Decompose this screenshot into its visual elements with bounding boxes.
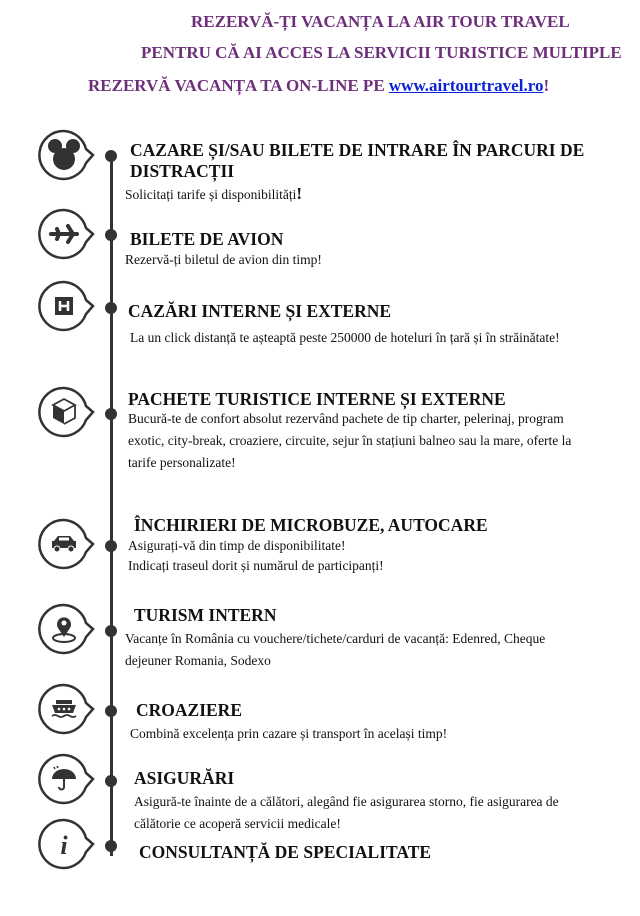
hotel-icon (38, 280, 90, 332)
service-title-theme-parks: CAZARE ȘI/SAU BILETE DE INTRARE ÎN PARCURI DE (130, 140, 585, 160)
header-line-2: PENTRU CĂ AI ACCES LA SERVICII TURISTICE MULTIPLE (141, 43, 622, 62)
car-icon (38, 518, 90, 570)
timeline-dot (105, 229, 117, 241)
service-desc-packages (128, 408, 633, 474)
timeline-dot (105, 625, 117, 637)
service-desc-bus-rental (128, 536, 384, 576)
desc-line: Bucură-te de confort absolut rezervând pachete de tip charter, pelerinaj, program (128, 411, 564, 426)
service-desc-cruises: Combină excelența prin cazare și transport în același timp! (130, 726, 448, 741)
service-desc-accommodation: La un click distanță te așteaptă peste 250000 de hoteluri în țară și în străinătate! (130, 330, 560, 345)
service-title-packages: PACHETE TURISTICE INTERNE ȘI EXTERNE (128, 389, 506, 409)
timeline-dot (105, 540, 117, 552)
timeline-dot (105, 150, 117, 162)
desc-exclamation: ! (296, 184, 303, 203)
location-pin-icon (38, 603, 90, 655)
desc-text: Solicitați tarife și disponibilități (125, 187, 297, 202)
mickey-icon (38, 129, 90, 181)
service-desc-theme-parks (125, 183, 302, 206)
package-box-icon (38, 386, 90, 438)
timeline-dot (105, 775, 117, 787)
header-line-1: REZERVĂ-ȚI VACANȚA LA AIR TOUR TRAVEL (191, 12, 570, 31)
service-desc-domestic-tourism (125, 628, 635, 672)
header-line-3-text: REZERVĂ VACANȚA TA ON-LINE PE (88, 76, 389, 95)
header-exclamation: ! (543, 76, 550, 95)
service-desc-insurance (134, 791, 634, 835)
desc-line: Vacanțe în România cu vouchere/tichete/carduri de vacanță: Edenred, Cheque (125, 631, 546, 646)
service-title-consulting: CONSULTANȚĂ DE SPECIALITATE (139, 842, 432, 862)
timeline-dot (105, 302, 117, 314)
header-line-3 (88, 76, 549, 96)
desc-line: Indicați traseul dorit și numărul de participanți! (128, 558, 384, 573)
timeline-dot (105, 408, 117, 420)
timeline-line (110, 156, 113, 856)
desc-line: Asigurați-vă din timp de disponibilitate! (128, 538, 346, 553)
service-title-theme-parks-line2: DISTRACȚII (130, 161, 235, 181)
service-title-cruises: CROAZIERE (136, 700, 242, 720)
service-title-domestic-tourism: TURISM INTERN (134, 605, 277, 625)
desc-line: exotic, city-break, croaziere, circuite, sejur în stațiuni balneo sau la mare, oferte la (128, 433, 572, 448)
website-link[interactable]: www.airtourtravel.ro (388, 76, 544, 95)
info-icon (38, 818, 90, 870)
service-title-bus-rental: ÎNCHIRIERI DE MICROBUZE, AUTOCARE (134, 515, 488, 535)
airplane-icon (38, 208, 90, 260)
service-desc-flights: Rezervă-ți biletul de avion din timp! (125, 252, 322, 267)
timeline-dot (105, 840, 117, 852)
cruise-ship-icon (38, 683, 90, 735)
desc-line: Asigură-te înainte de a călători, alegând fie asigurarea storno, fie asigurarea de (134, 794, 559, 809)
svg-text:i: i (60, 831, 68, 860)
service-title-flights: BILETE DE AVION (130, 229, 284, 249)
service-title-insurance: ASIGURĂRI (134, 768, 235, 788)
desc-line: tarife personalizate! (128, 455, 236, 470)
service-title-accommodation: CAZĂRI INTERNE ȘI EXTERNE (128, 301, 392, 321)
desc-line: călătorie ce acoperă servicii medicale! (134, 816, 341, 831)
desc-line: dejeuner Romania, Sodexo (125, 653, 271, 668)
umbrella-icon (38, 753, 90, 805)
timeline-dot (105, 705, 117, 717)
